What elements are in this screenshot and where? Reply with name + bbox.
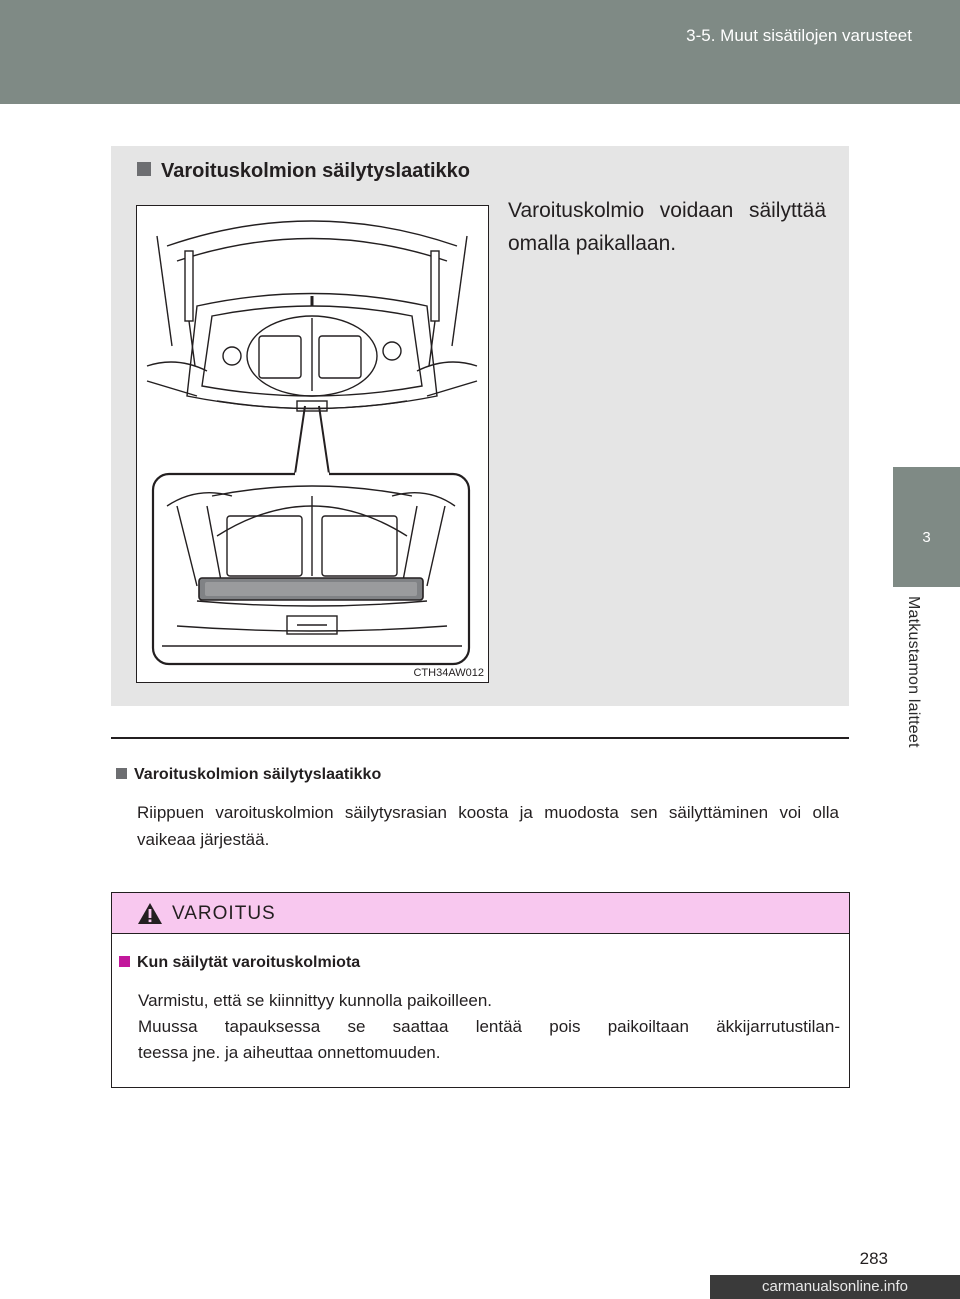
chapter-number: 3 bbox=[922, 529, 931, 546]
panel-heading bbox=[137, 160, 470, 183]
square-bullet-icon bbox=[116, 768, 127, 779]
chapter-label-container bbox=[904, 596, 930, 796]
watermark: carmanualsonline.info bbox=[710, 1275, 960, 1299]
info-panel bbox=[111, 146, 849, 706]
trunk-drawing bbox=[137, 206, 488, 682]
warning-heading-text: Kun säilytät varoituskolmiota bbox=[137, 954, 361, 971]
page-number: 283 bbox=[859, 1249, 888, 1268]
trunk-illustration bbox=[136, 205, 489, 683]
warning-line-3: teessa jne. ja aiheuttaa onnettomuuden. bbox=[138, 1043, 441, 1062]
warning-text bbox=[138, 988, 840, 1066]
panel-heading-text: Varoituskolmion säilytyslaatikko bbox=[161, 160, 471, 182]
warning-header bbox=[112, 893, 849, 934]
panel-description: Varoituskolmio voidaan säilyttää omalla paikallaan. bbox=[508, 199, 826, 255]
warning-triangle-icon bbox=[137, 902, 163, 925]
note-text: Riippuen varoituskolmion säilytysrasian koosta ja muodosta sen säilyttäminen voi olla vaikeaa järjestää. bbox=[137, 803, 839, 849]
note-heading bbox=[116, 766, 381, 784]
figure-code: CTH34AW012 bbox=[413, 667, 484, 679]
chapter-tab bbox=[893, 467, 960, 587]
square-bullet-icon bbox=[137, 162, 151, 176]
warning-heading bbox=[119, 954, 360, 972]
page-header bbox=[0, 0, 960, 104]
section-divider bbox=[111, 737, 849, 739]
warning-line-2: Muussa tapauksessa se saattaa lentää pois paikoiltaan äkkijarrutustilan- bbox=[138, 1017, 840, 1036]
warning-box bbox=[111, 892, 850, 1088]
square-bullet-icon bbox=[119, 956, 130, 967]
section-title: 3-5. Muut sisätilojen varusteet bbox=[686, 26, 912, 45]
warning-line-1: Varmistu, että se kiinnittyy kunnolla paikoilleen. bbox=[138, 991, 493, 1010]
chapter-label: Matkustamon laitteet bbox=[905, 596, 922, 748]
note-heading-text: Varoituskolmion säilytyslaatikko bbox=[134, 766, 382, 783]
warning-title: VAROITUS bbox=[172, 903, 276, 924]
